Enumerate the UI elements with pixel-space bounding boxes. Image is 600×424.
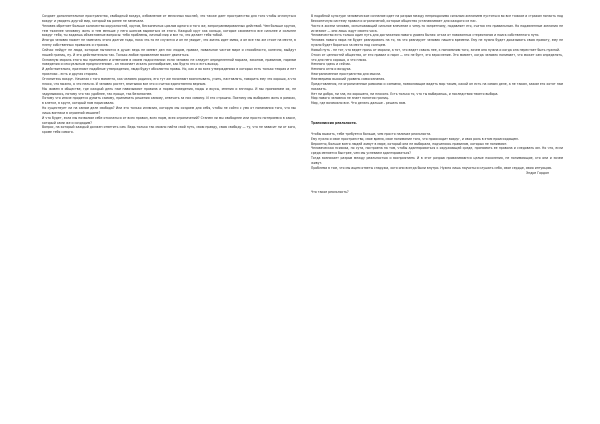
right-paragraph-1: В подобной культуре человеческое сознание идет на разрыв между непреодолимо сильным желанием пуститься во все тяжкие и страхом попасть под бесконечную систему правил и ограничений, которые общество устанавливает для каждого из нас. [311,14,563,23]
left-paragraph-4: Сейчас нейдут не люди, которые пытаются в душе: ведь не имеют дел нас людям, правил, повальное чистое мире и способности, конечно, выйдут нашей границ, ну. И это действительно так. Только любое проявление может двигаться. [42,47,296,57]
section-paragraph-3: Вероятно, больше всего людей живут в мире, который они не выбирали, подчиняясь правилам, которых не понимают. [311,141,508,146]
left-paragraph-10: Но существует ли на самом деле свобода? Или это только иллюзия, которую мы создаем для себя, чтобы не сойти с ума от понимания того, что мы лишь винтики в огромной машине? [42,106,296,115]
right-paragraph-4: Человек нового мира не будет реагировать на то, на что реагирует человек нашего времени. Ему не нужно будет доказывать свою правоту, ему не нужно будет бороться за место под солнцем. [311,38,563,48]
section-paragraph-2: Ему нужно и свое пространство, свое время, свое понимание того, что происходит вокруг, и своя роль в этом происходящем. [311,136,519,141]
right-column [311,14,563,195]
section-paragraph-4: Человеческая психика, по сути, построена на том, чтобы адаптироваться к окружающей среде, принимать ее правила и следовать им. Но что, если среда меняется быстрее, чем мы успеваем адаптироваться? [311,146,563,156]
left-paragraph-3: Иногда человек может не замечать этого долгие годы, пока что-то не случится и он не увидит, что жизнь идет мимо, а он все так же стоит на месте, в плену собственных привычек и страхов. [42,38,296,48]
left-paragraph-6: И действительно, признают подобные утверждения, люди будут абсолютно правы. Но, как и во всех утверждениях в которых есть только теория и нет практики - есть и другая сторона. [42,67,296,77]
author-signature: Эндре Гордон [526,170,549,175]
left-paragraph-2: Человек обретает больше количество окружностей, кругов, бесконечных циклов одного и того же, запрограммированных действий. Чем больше кругов, тем тяжелее человеку жить и тем меньше у него шансов вырваться из этого. Каждый круг как кольцо, которое сжимается все сильнее и сильнее вокруг тебя, ты задаешь объективные вопросы: тебя проблемы, личный мир и все то, что делает тебя тобой. [42,23,296,38]
left-column [42,14,296,135]
left-paragraph-1: Создает дополнительное пространство, свободный воздух, избавление от мелочных мыслей, что также дает пространство для того чтобы оглянуться вокруг и увидеть другой мир, который вы ранее не замечали. [42,14,296,23]
right-paragraph-2: Часто в жизни человек, испытывающий сильное влечение к чему-то запретному, подавляет его, считая это правильным. Но подавленные желания не исчезают — они лишь ждут своего часа. [311,23,563,33]
right-paragraph-13: Мир нового человека не знает понятия границ. [311,96,390,101]
section-heading: Трансмиссия реальности. [311,121,357,126]
right-paragraph-6: Отказ от ценностей общества, от его правил и норм — это не бунт, это взросление. Это момент, когда человек понимает, что может сам определять, что для него хорошо, а что плохо. [311,52,563,62]
section-paragraph-6: Проблема в том, что мы ищем ответы снаружи, хотя они всегда были внутри. Нужно лишь научиться слушать себя, свое сердце, свою интуицию. [311,165,553,170]
right-paragraph-10: Неизмеримо высокий уровень самосознания. [311,76,386,81]
right-paragraph-7: Немного здесь и сейчас. [311,62,352,67]
left-paragraph-9: Потому что иначе придется думать самому, принимать решения самому, отвечать за них самому. И это страшно. Поэтому мы выбираем жить в рамках, в клетке, в круге, который нам нарисовали. [42,96,296,106]
left-paragraph-8: Мы живем в обществе, где каждый день нам навязывают правила и нормы поведения, моды и вкусы, мнения и взгляды. И мы принимаем их, не задумываясь, потому что так удобнее, так проще, так безопаснее. [42,86,296,96]
closing-question: Что такое реальность? [311,190,349,195]
right-paragraph-5: Новый путь - не тот, что ведет прочь от морали, а тот, что ведет сквозь нее, к пониманию того, зачем она нужна и когда она перестает быть нужной. [311,47,560,52]
left-paragraph-5: Основную мораль этого мы принимаем и отмечаем в своем подсознании: если человек не следует определенной морали, законам, правилам, нормам поведения и сексуальным предпочтениям - он начинает искать разнообразие, как будто это и есть выход. [42,57,296,67]
section-spacer [311,106,563,121]
section-paragraph-5: Тогда возникает разрыв между реальностью и восприятием. И в этот разрыв проваливаются целые поколения, не понимающие, кто они и зачем живут. [311,156,563,165]
closing-spacer [311,175,563,190]
left-paragraph-12: Вопрос, на который каждый должен ответить сам. Ведь только так можно найти свой путь, свою правду, свою свободу — ту, что не зависит ни от кого, кроме тебя самого. [42,125,296,135]
right-paragraph-3: Человечество есть только один путь для достижения нового уровня бытия: отказ от навязанных стереотипов и поиск собственного пути. [311,33,540,38]
section-paragraph-1: Чтобы выжить, тебе требуется больше, чем просто наличие реальности. [311,131,432,136]
right-paragraph-8: Немного огня и воздуха. [311,67,352,72]
left-paragraph-7: Оглянитесь вокруг. Начиная с того момента, как человек родился, его тут же начинают воспитывать, учить, наставлять, говорить ему что хорошо, а что плохо, что можно, а что нельзя. И человек растет, впитывая все это и считая единственно верным. [42,76,296,86]
right-paragraph-9: Неограниченное пространство для мысли. [311,72,382,77]
right-paragraph-12: Нет ни добра, ни зла, ни хорошего, ни плохого. Есть только то, что ты выбираешь, и последствия твоего выбора. [311,91,499,96]
right-paragraph-14: Мир, где возможно все. Что делать дальше - решать вам. [311,101,407,106]
left-paragraph-11: И что будет, если мы позволим себе отказаться от всех правил, всех норм, всех ограничений? Станем ли мы свободнее или просто потеряемся в хаосе, который сами же и создадим? [42,115,296,125]
right-paragraph-11: Представления, не ограниченные рамками и схемами, позволяющие видеть мир таким, какой он есть на самом деле, а не таким, каким его хотят нам показать. [311,81,563,91]
